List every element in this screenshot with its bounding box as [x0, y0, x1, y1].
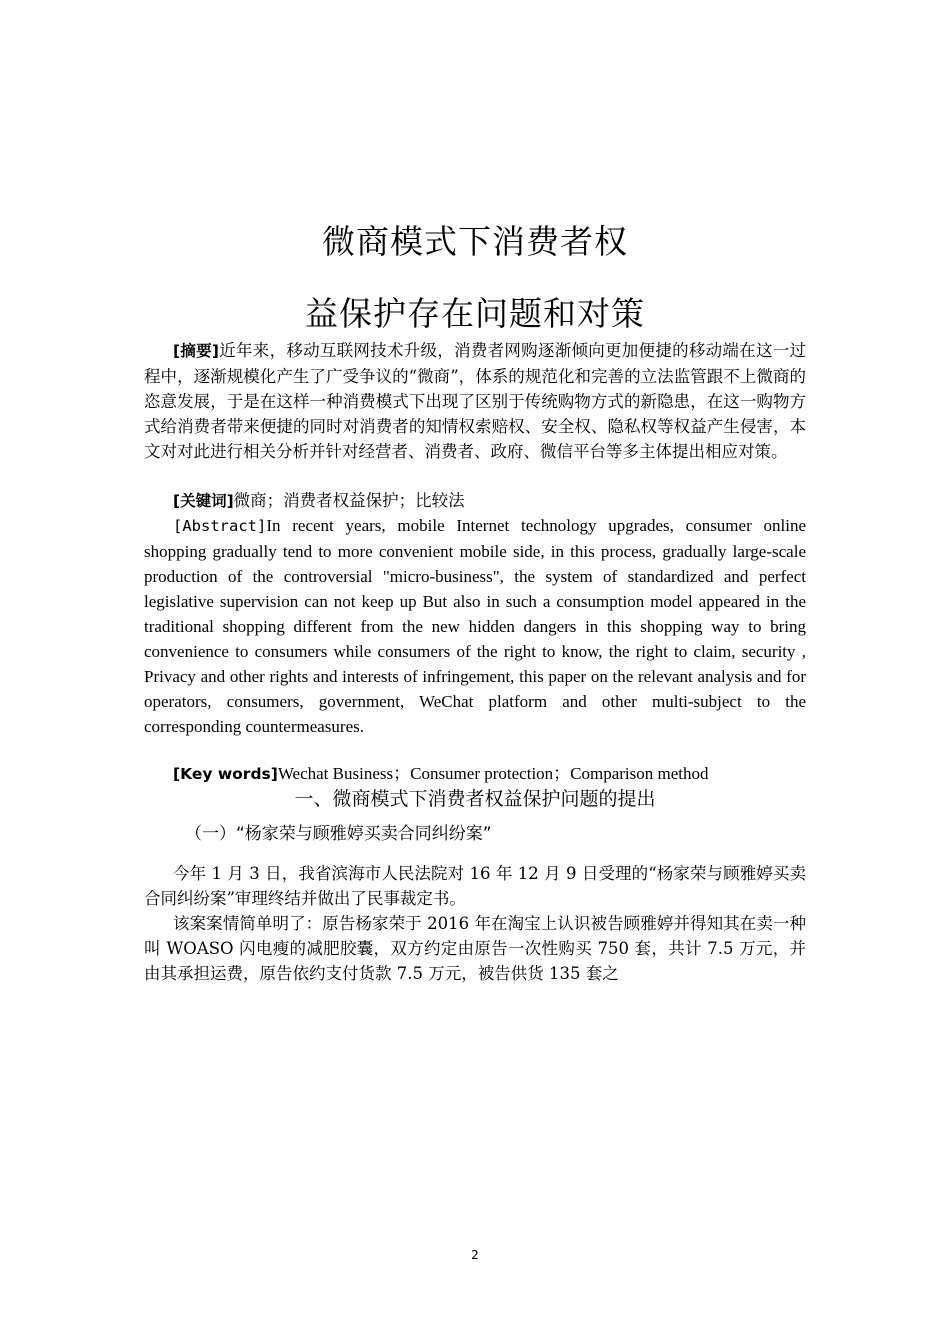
subsection-heading: （一）“杨家荣与顾雅婷买卖合同纠纷案”: [185, 824, 492, 844]
chinese-keywords: [144, 488, 806, 514]
section-heading: 一、微商模式下消费者权益保护问题的提出: [294, 788, 656, 810]
english-abstract: [144, 513, 806, 739]
english-keywords-label: [Key words]: [173, 765, 278, 783]
chinese-keywords-text: 微商；消费者权益保护；比较法: [233, 491, 465, 510]
paper-title-line-2: 益保护存在问题和对策: [305, 294, 645, 333]
body-paragraph: 今年 1 月 3 日，我省滨海市人民法院对 16 年 12 月 9 日受理的“杨家荣与顾雅婷买卖合同纠纷案”审理终结并做出了民事裁定书。: [144, 864, 806, 908]
chinese-abstract: [144, 338, 806, 464]
body-paragraph: 该案案情简单明了：原告杨家荣于 2016 年在淘宝上认识被告顾雅婷并得知其在卖一种叫 WOASO 闪电瘦的减肥胶囊，双方约定由原告一次性购买 750 套，共计 7.5 万元，并由其承担运费，原告依约支付货款 7.5 万元，被告供货 135 套之: [144, 914, 806, 983]
page-number: 2: [471, 1248, 479, 1262]
english-keywords-text: Wechat Business；Consumer protection；Comparison method: [277, 764, 709, 783]
english-keywords: [144, 761, 806, 787]
english-abstract-label: [Abstract]: [173, 517, 267, 535]
chinese-keywords-label: [关键词]: [173, 492, 234, 510]
paper-title-line-1: 微商模式下消费者权: [322, 222, 628, 261]
english-abstract-text: In recent years, mobile Internet technology upgrades, consumer online shopping gradually tend to more convenient mobile side, in this process, gradually large-scale production of the controversial "micro-business", the system of standardized and perfect legislative supervision can not keep up But also in such a consumption model appeared in the traditional shopping different from the new hidden dangers in this shopping way to bring convenience to consumers while consumers of the right to know, the right to claim, security , Privacy and other rights and interests of infringement, this paper on the relevant analysis and for operators, consumers, government, WeChat platform and other multi-subject to the corresponding countermeasures.: [144, 516, 806, 736]
chinese-abstract-label: [摘要]: [173, 342, 219, 360]
chinese-abstract-text: 近年来，移动互联网技术升级，消费者网购逐渐倾向更加便捷的移动端在这一过程中，逐渐规模化产生了广受争议的“微商”，体系的规范化和完善的立法监管跟不上微商的恣意发展，于是在这样一种消费模式下出现了区别于传统购物方式的新隐患，在这一购物方式给消费者带来便捷的同时对消费者的知情权索赔权、安全权、隐私权等权益产生侵害，本文对对此进行相关分析并针对经营者、消费者、政府、微信平台等多主体提出相应对策。: [144, 341, 806, 461]
